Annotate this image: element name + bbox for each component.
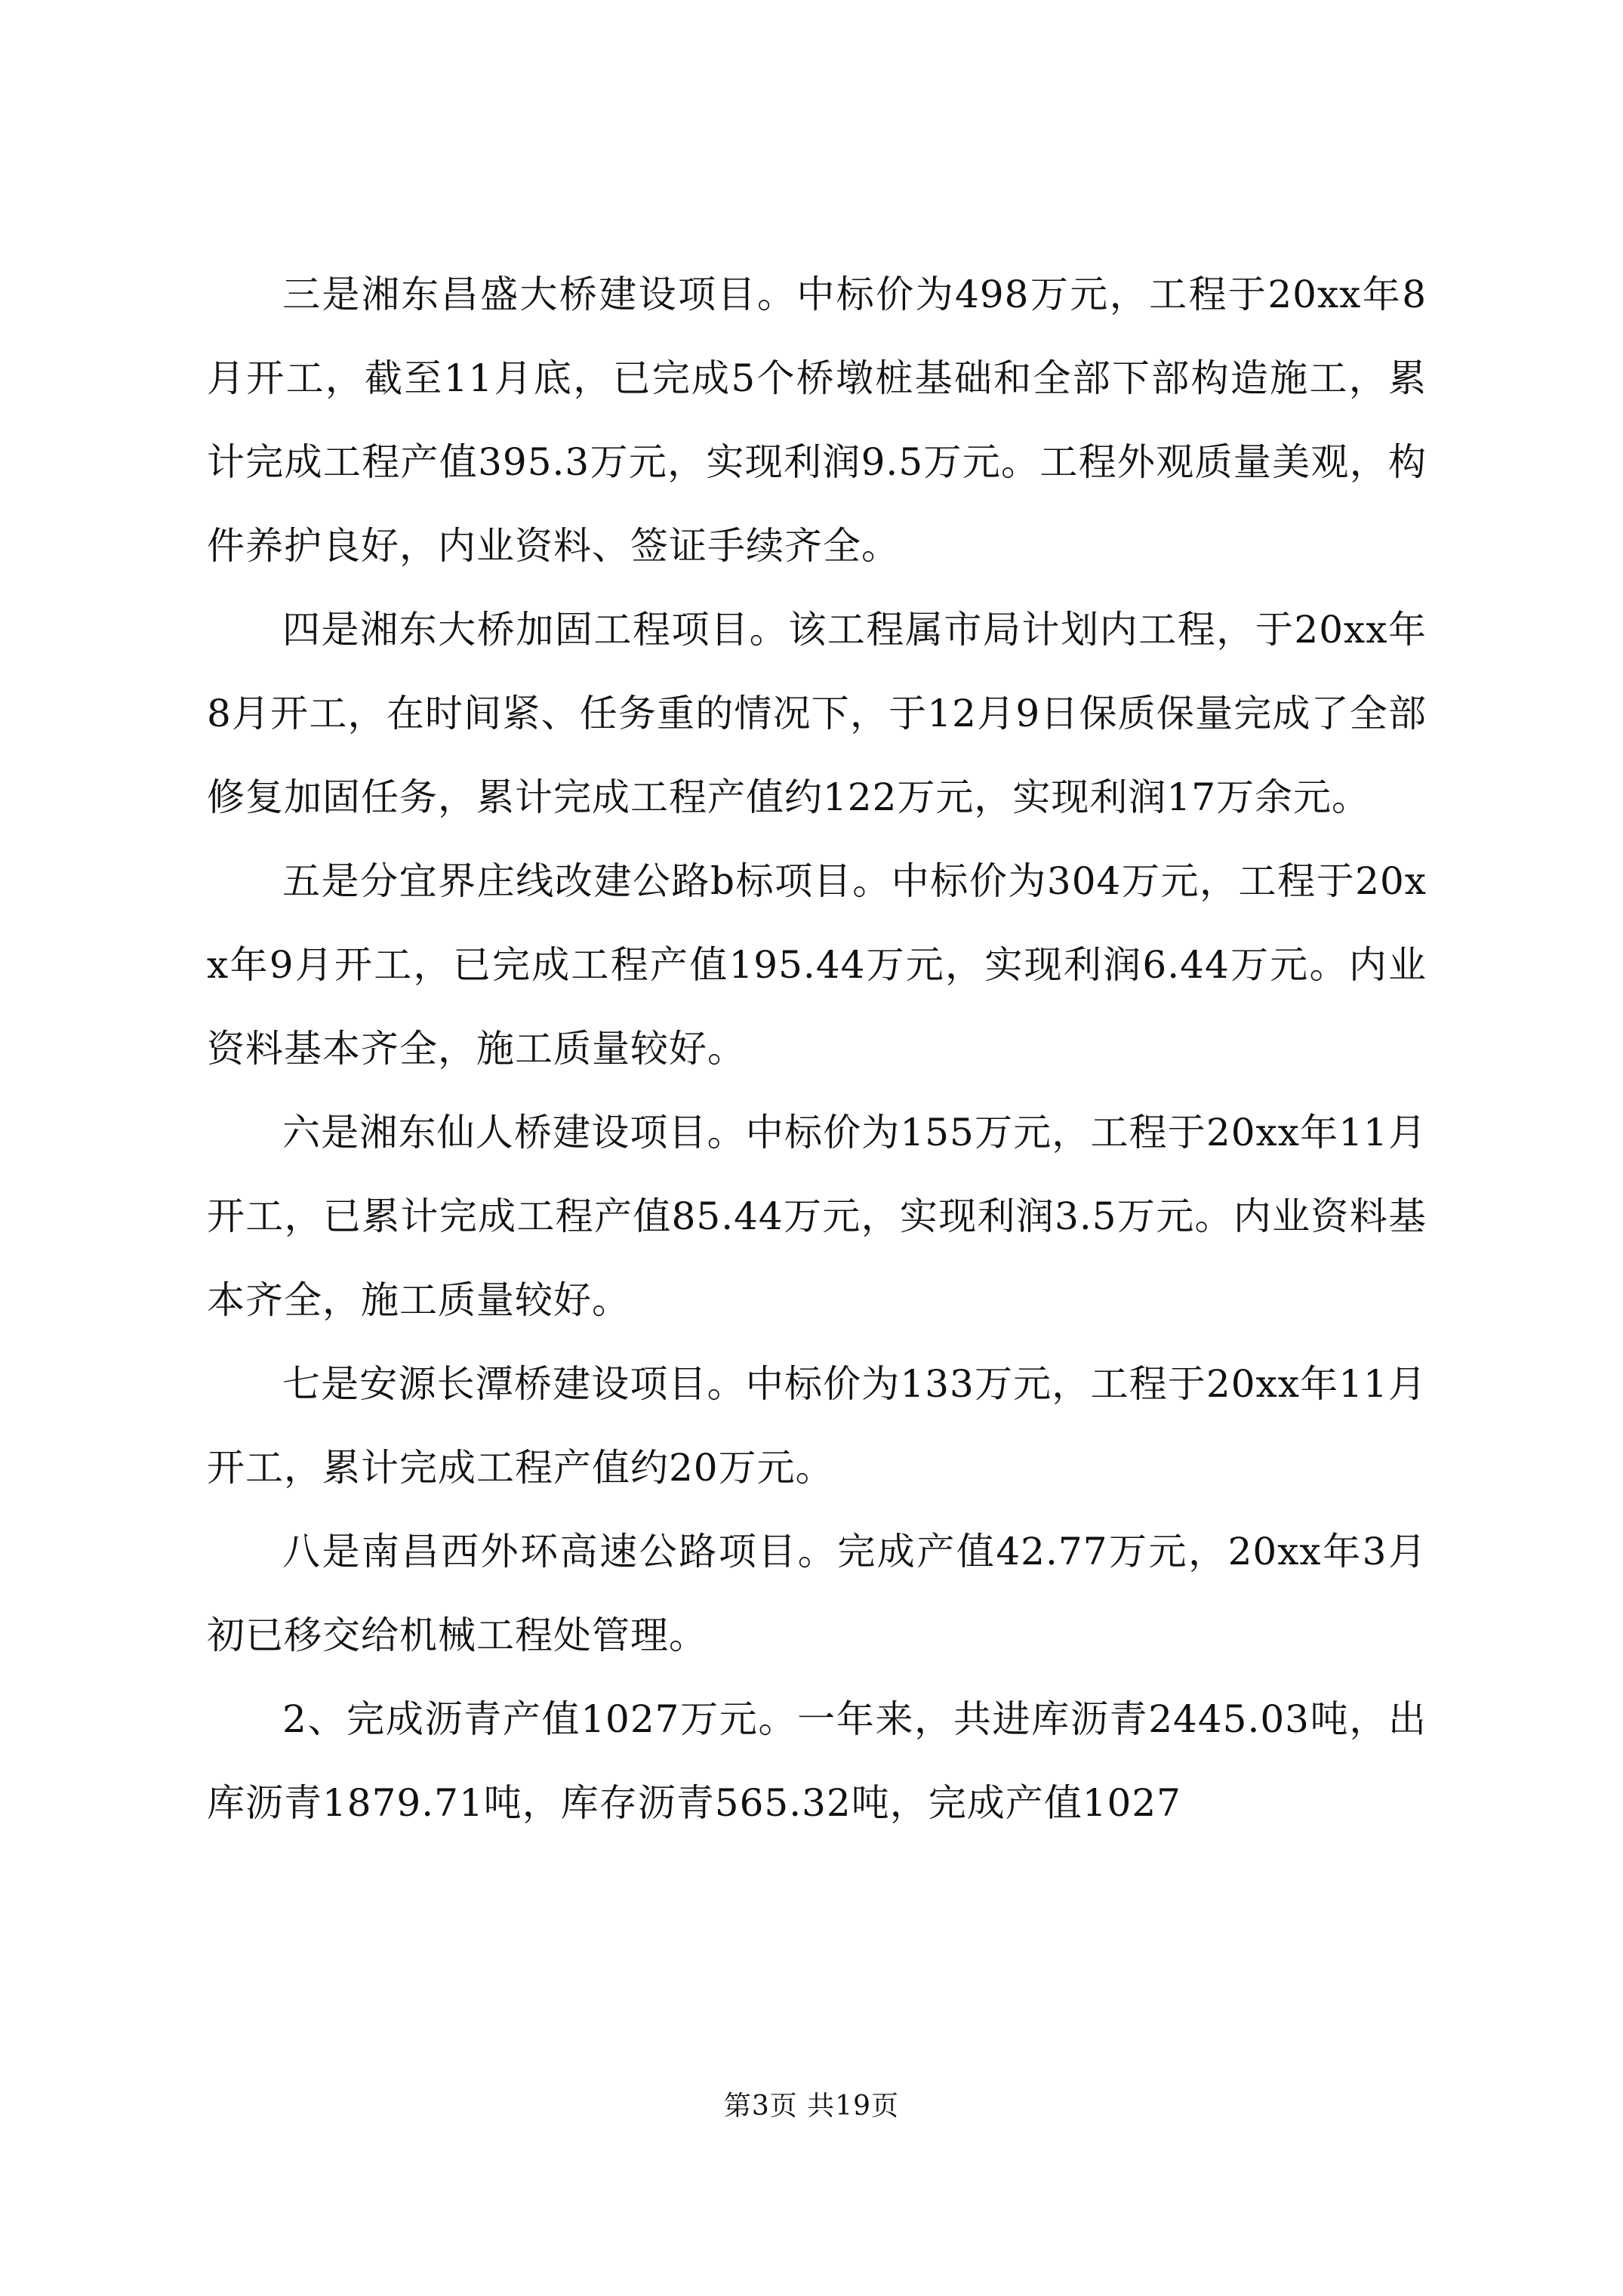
paragraph-asphalt-output: 2、完成沥青产值1027万元。一年来，共进库沥青2445.03吨，出库沥青1879.71吨，库存沥青565.32吨，完成产值1027 [207, 1697, 1427, 1825]
document-body [207, 253, 1427, 1845]
paragraph-project-3: 三是湘东昌盛大桥建设项目。中标价为498万元，工程于20xx年8月开工，截至11月底，已完成5个桥墩桩基础和全部下部构造施工，累计完成工程产值395.3万元，实现利润9.5万元。工程外观质量美观，构件养护良好，内业资料、签证手续齐全。 [207, 273, 1427, 568]
page-number-label: 第3页 共19页 [723, 2091, 900, 2122]
page-footer [0, 2090, 1623, 2123]
paragraph-project-5: 五是分宜界庄线改建公路b标项目。中标价为304万元，工程于20xx年9月开工，已完成工程产值195.44万元，实现利润6.44万元。内业资料基本齐全，施工质量较好。 [207, 859, 1427, 1071]
paragraph-project-6: 六是湘东仙人桥建设项目。中标价为155万元，工程于20xx年11月开工，已累计完成工程产值85.44万元，实现利润3.5万元。内业资料基本齐全，施工质量较好。 [207, 1111, 1427, 1322]
paragraph-project-8: 八是南昌西外环高速公路项目。完成产值42.77万元，20xx年3月初已移交给机械工程处管理。 [207, 1530, 1427, 1657]
paragraph-project-7: 七是安源长潭桥建设项目。中标价为133万元，工程于20xx年11月开工，累计完成工程产值约20万元。 [207, 1362, 1427, 1490]
paragraph-project-4: 四是湘东大桥加固工程项目。该工程属市局计划内工程，于20xx年8月开工，在时间紧、任务重的情况下，于12月9日保质保量完成了全部修复加固任务，累计完成工程产值约122万元，实现利润17万余元。 [207, 608, 1427, 819]
